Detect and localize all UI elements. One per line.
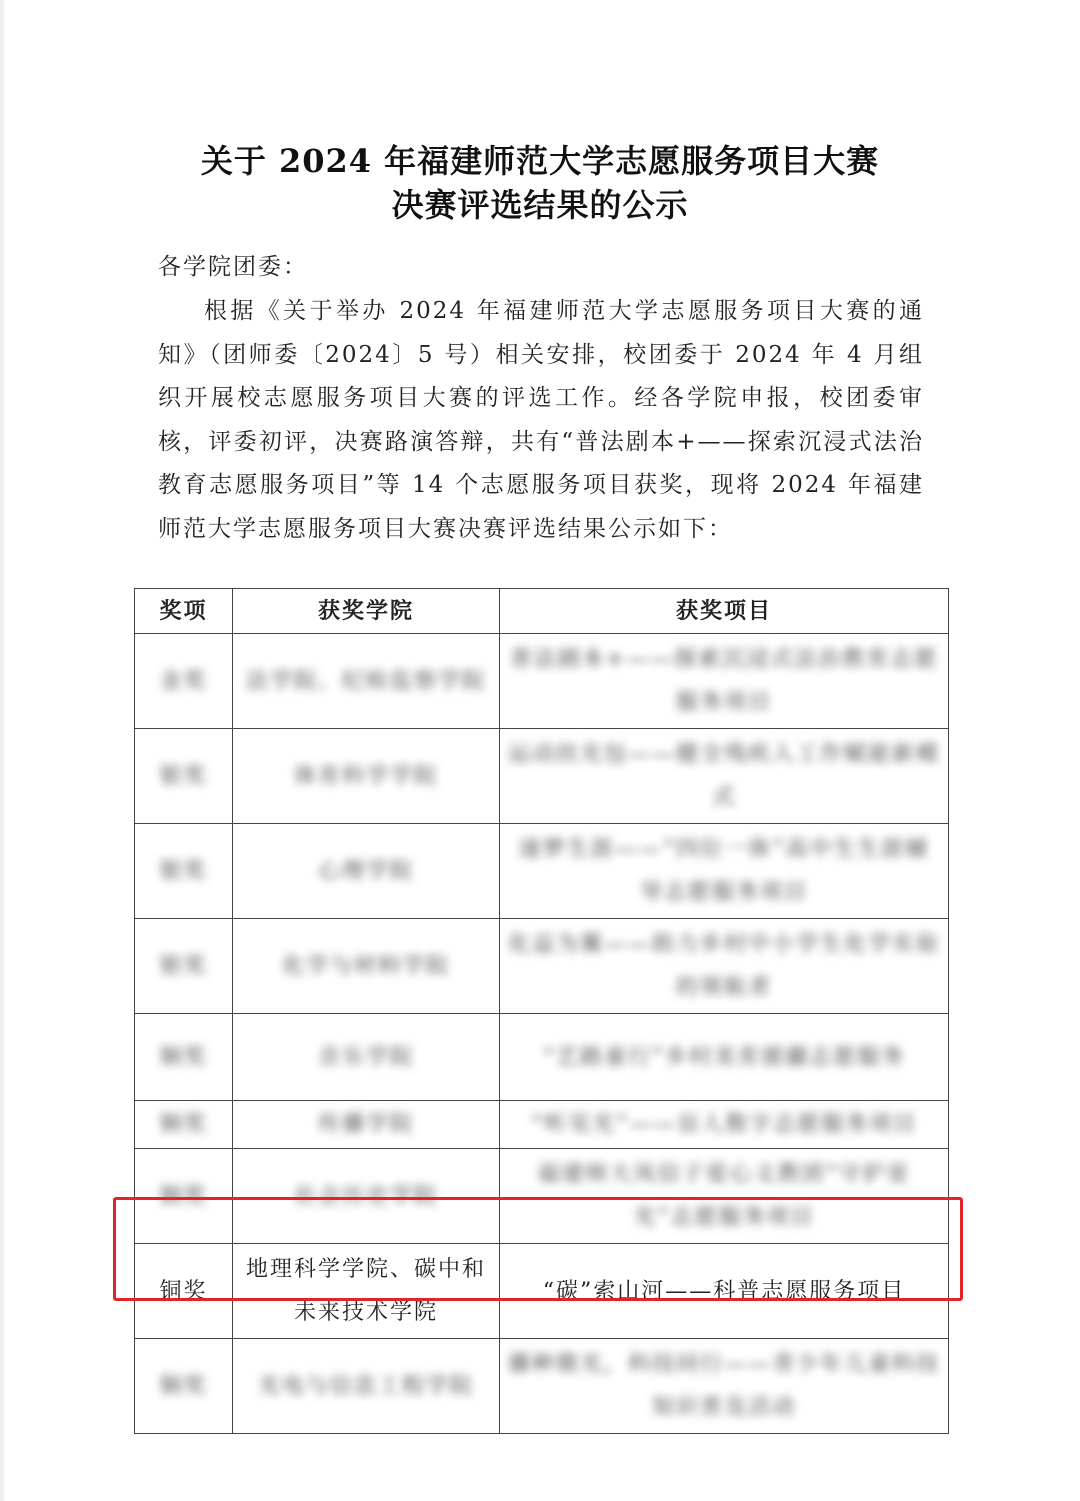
table-header-row [135, 589, 949, 634]
cell-award: 银奖 [135, 824, 233, 919]
header-college: 获奖学院 [233, 589, 500, 634]
cell-project: 播种微光，科技同行——青少年儿童科技知识普及活动 [500, 1339, 949, 1434]
cell-project: 普法剧本+——探索沉浸式法治教育志愿服务项目 [500, 634, 949, 729]
cell-college: 法学院、纪检监察学院 [233, 634, 500, 729]
table-row [135, 824, 949, 919]
cell-award: 金奖 [135, 634, 233, 729]
cell-college: 化学与材料学院 [233, 919, 500, 1014]
awards-table [134, 588, 949, 1434]
header-project: 获奖项目 [500, 589, 949, 634]
cell-award: 铜奖 [135, 1101, 233, 1149]
cell-college: 体育科学学院 [233, 729, 500, 824]
document-title-line1: 关于 2024 年福建师范大学志愿服务项目大赛 [200, 142, 880, 180]
cell-project: 化益为翼——助力乡村中小学生化学实验的领航者 [500, 919, 949, 1014]
cell-award: 银奖 [135, 919, 233, 1014]
cell-project: 福建师大凤信子爱心义教团“守护星光”志愿服务项目 [500, 1149, 949, 1244]
cell-college: 光电与信息工程学院 [233, 1339, 500, 1434]
cell-college: 传播学院 [233, 1101, 500, 1149]
cell-project: 运动扶光包——健全残疾人工作赋能新模式 [500, 729, 949, 824]
cell-college: 心理学院 [233, 824, 500, 919]
cell-award: 铜奖 [135, 1014, 233, 1101]
cell-award: 铜奖 [135, 1149, 233, 1244]
highlight-box [113, 1197, 963, 1301]
table-row [135, 729, 949, 824]
cell-project: “碳”索山河——科普志愿服务项目 [500, 1244, 949, 1339]
cell-award: 铜奖 [135, 1339, 233, 1434]
table-row [135, 1101, 949, 1149]
body-paragraph: 根据《关于举办 2024 年福建师范大学志愿服务项目大赛的通知》（团师委〔2024〕5 号）相关安排，校团委于 2024 年 4 月组织开展校志愿服务项目大赛的评选工作。经各学院申报，校团委审核，评委初评，决赛路演答辩，共有“普法剧本+——探索沉浸式法治教育志愿服务项目”等 14 个志愿服务项目获奖，现将 2024 年福建师范大学志愿服务项目大赛决赛评选结果公示如下： [158, 298, 924, 542]
document-title-line2: 决赛评选结果的公示 [391, 186, 689, 224]
cell-project: “艺路童行”乡村美育援疆志愿服务 [500, 1014, 949, 1101]
cell-award: 银奖 [135, 729, 233, 824]
table-row [135, 1339, 949, 1434]
salutation: 各学院团委： [158, 254, 308, 280]
table-row [135, 1014, 949, 1101]
cell-college: 社会历史学院 [233, 1149, 500, 1244]
cell-college: 地理科学学院、碳中和未来技术学院 [233, 1244, 500, 1339]
table-row [135, 919, 949, 1014]
header-award: 奖项 [135, 589, 233, 634]
cell-college: 音乐学院 [233, 1014, 500, 1101]
table-row [135, 634, 949, 729]
cell-award: 铜奖 [135, 1244, 233, 1339]
cell-project: 逐梦生涯——“四位一体”高中生生涯辅导志愿服务项目 [500, 824, 949, 919]
cell-project: “听见光”——盲人数字志愿服务项目 [500, 1101, 949, 1149]
